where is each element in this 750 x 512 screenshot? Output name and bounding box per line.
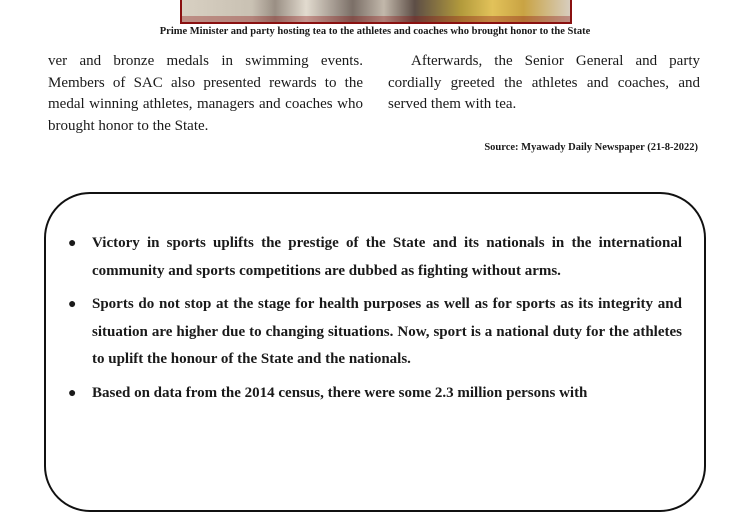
article-right-column: Afterwards, the Senior General and party cordially greeted the athletes and coaches, and served them with tea. bbox=[388, 53, 700, 112]
source-citation: Source: Myawady Daily Newspaper (21-8-2022) bbox=[484, 142, 698, 153]
highlight-text: Victory in sports uplifts the prestige of the State and its nationals in the international community and sports competitions are dubbed as fighting without arms. bbox=[92, 235, 682, 279]
highlight-item bbox=[66, 291, 682, 374]
highlight-list bbox=[66, 230, 682, 413]
highlight-item bbox=[66, 380, 682, 408]
bullet-dot-icon: ● bbox=[68, 236, 77, 251]
bullet-dot-icon: ● bbox=[68, 297, 77, 312]
photo-caption: Prime Minister and party hosting tea to the athletes and coaches who brought honor to the State bbox=[159, 26, 591, 37]
article-left-column: ver and bronze medals in swimming events. Members of SAC also presented rewards to the medal winning athletes, managers and coaches who brought honor to the State. bbox=[48, 53, 363, 134]
highlight-text: Sports do not stop at the stage for health purposes as well as for sports as its integrity and situation are higher due to changing situations. Now, sport is a national duty for the athletes to uplift the honour of the State and the nationals. bbox=[92, 296, 682, 367]
bullet-dot-icon: ● bbox=[68, 385, 77, 401]
highlight-text: Based on data from the 2014 census, there were some 2.3 million persons with bbox=[92, 384, 588, 401]
news-photo bbox=[180, 0, 572, 24]
highlight-item bbox=[66, 230, 682, 285]
